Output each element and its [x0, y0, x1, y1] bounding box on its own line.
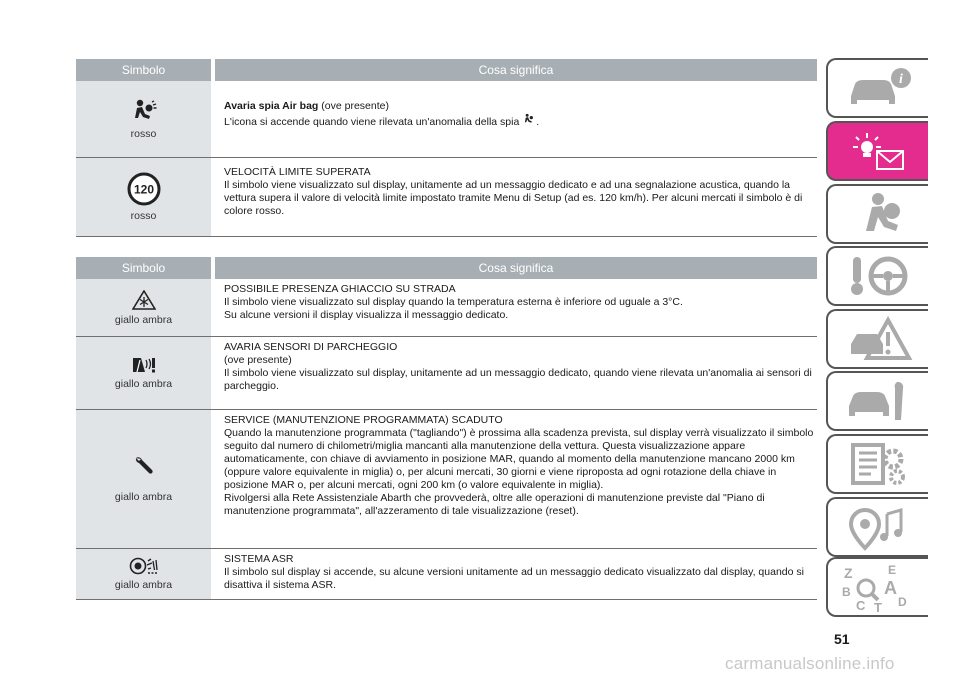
ice-road-warning-icon: [132, 290, 156, 310]
table-row: [76, 158, 817, 237]
index-letter: E: [888, 563, 897, 577]
index-letter: A: [884, 578, 897, 598]
symbol-cell: [76, 337, 211, 409]
description-cell: [211, 410, 817, 548]
row-text-2: Rivolgersi alla Rete Assistenziale Abarth che provvederà, oltre alle operazioni di manutenzione previste dal "Piano di manutenzione programmata", all'azzeramento di tale visualizzazione (reset).: [224, 492, 765, 517]
row-subtitle: (ove presente): [224, 354, 292, 366]
speed-limit-120-icon: [127, 172, 161, 206]
description-cell: [211, 81, 817, 157]
row-text: Il simbolo viene visualizzato sul display, unitamente ad un messaggio dedicato e ad una segnalazione acustica, quando la vettura supera il valore di velocità limite impostato tramite Menu di Setup (ad es. 120 km/h). Per alcuni mercati il simbolo è di colore rosso.: [224, 179, 803, 217]
row-title: SISTEMA ASR: [224, 553, 294, 565]
row-text: Il simbolo viene visualizzato sul display, unitamente ad un messaggio dedicato, quando viene rilevata un'anomalia ai sensori di parcheggio.: [224, 367, 812, 392]
description-cell: [211, 549, 817, 599]
symbol-cell: [76, 549, 211, 599]
row-title: VELOCITÀ LIMITE SUPERATA: [224, 166, 371, 178]
table-row: [76, 410, 817, 549]
svg-text:i: i: [899, 72, 903, 87]
index-letter: T: [874, 600, 882, 614]
color-label: rosso: [130, 128, 157, 140]
tab-index[interactable]: [826, 557, 928, 617]
row-title: Avaria spia Air bag: [224, 100, 319, 112]
row-text: Il simbolo viene visualizzato sul display quando la temperatura esterna è inferiore od uguale a 3°C.: [224, 296, 683, 308]
warning-light-message-icon: [843, 129, 913, 173]
table-row: [76, 279, 817, 337]
speed-limit-value: 120: [133, 182, 154, 197]
warning-table-2: [76, 257, 817, 600]
header-symbol: Simbolo: [76, 59, 211, 81]
multimedia-icon: [843, 502, 913, 552]
tab-technical-data[interactable]: [826, 434, 928, 494]
symbol-cell: [76, 158, 211, 236]
row-text: Quando la manutenzione programmata ("tagliando") è prossima alla scadenza prevista, sul display verrà visualizzato il simbolo seguito dal numero di chilometri/miglia mancanti alla manutenzione della vettura. Questa visualizzazione appare automaticamente, con chiave di avviamento in posizione MAR, quando al momento della manutenzione mancano 2000 km (oppure valore equivalente in miglia) o, per alcuni mercati, 30 giorni e viene riproposta ad ogni rotazione della chiave in posizione MAR o, per alcuni mercati, ogni 200 km (o valore equivalente in miglia).: [224, 427, 814, 491]
description-cell: [211, 337, 817, 409]
parking-sensor-fault-icon: [131, 356, 157, 374]
table-header: [76, 59, 817, 81]
row-title-suffix: (ove presente): [318, 100, 389, 112]
alphabetical-index-icon: [838, 560, 918, 614]
table-row: [76, 549, 817, 600]
index-letter: D: [898, 595, 907, 609]
color-label: giallo ambra: [114, 378, 173, 390]
row-text-2: Su alcune versioni il display visualizza il messaggio dedicato.: [224, 309, 509, 321]
index-letter: B: [842, 585, 851, 599]
asr-traction-icon: [129, 557, 159, 575]
symbol-cell: [76, 410, 211, 548]
symbol-cell: [76, 81, 211, 157]
table-row: [76, 81, 817, 158]
car-maintenance-tools-icon: [843, 376, 913, 426]
page-number: 51: [834, 631, 850, 647]
index-letter: C: [856, 598, 866, 613]
tab-multimedia[interactable]: [826, 497, 928, 557]
tab-maintenance[interactable]: [826, 371, 928, 431]
description-cell: [211, 279, 817, 336]
emergency-triangle-icon: [843, 314, 913, 364]
airbag-warning-icon: [130, 98, 158, 124]
tab-emergency[interactable]: [826, 309, 928, 369]
table-row: [76, 337, 817, 410]
wrench-service-icon: [133, 455, 155, 477]
header-meaning: Cosa significa: [215, 59, 817, 81]
color-label: giallo ambra: [114, 313, 173, 326]
warning-table-1: [76, 59, 817, 237]
header-symbol: Simbolo: [76, 257, 211, 279]
color-label: rosso: [130, 210, 157, 222]
color-label: giallo ambra: [114, 579, 173, 591]
airbag-warning-inline-icon: [522, 113, 536, 125]
technical-data-icon: [843, 439, 913, 489]
tab-starting-driving[interactable]: [826, 246, 928, 306]
key-steering-wheel-icon: [843, 251, 913, 301]
header-meaning: Cosa significa: [215, 257, 817, 279]
car-info-icon: [843, 66, 913, 110]
row-text-end: .: [536, 116, 540, 128]
color-label: giallo ambra: [114, 491, 173, 503]
symbol-cell: [76, 279, 211, 336]
tab-safety[interactable]: [826, 184, 928, 244]
description-cell: [211, 158, 817, 236]
tab-car-info[interactable]: [826, 58, 928, 118]
row-title: AVARIA SENSORI DI PARCHEGGIO: [224, 341, 398, 353]
row-title: POSSIBILE PRESENZA GHIACCIO SU STRADA: [224, 283, 456, 295]
table-header: [76, 257, 817, 279]
row-text: L'icona si accende quando viene rilevata un'anomalia della spia: [224, 116, 520, 128]
index-letter: Z: [844, 565, 853, 581]
footer-watermark: carmanualsonline.info: [725, 654, 895, 673]
tab-warning-lights[interactable]: [826, 121, 928, 181]
row-text: Il simbolo sul display si accende, su alcune versioni unitamente ad un messaggio dedicato visualizzato dal display, quando si disattiva il sistema ASR.: [224, 566, 804, 591]
airbag-seat-safety-icon: [848, 189, 908, 239]
row-title: SERVICE (MANUTENZIONE PROGRAMMATA) SCADUTO: [224, 414, 503, 426]
